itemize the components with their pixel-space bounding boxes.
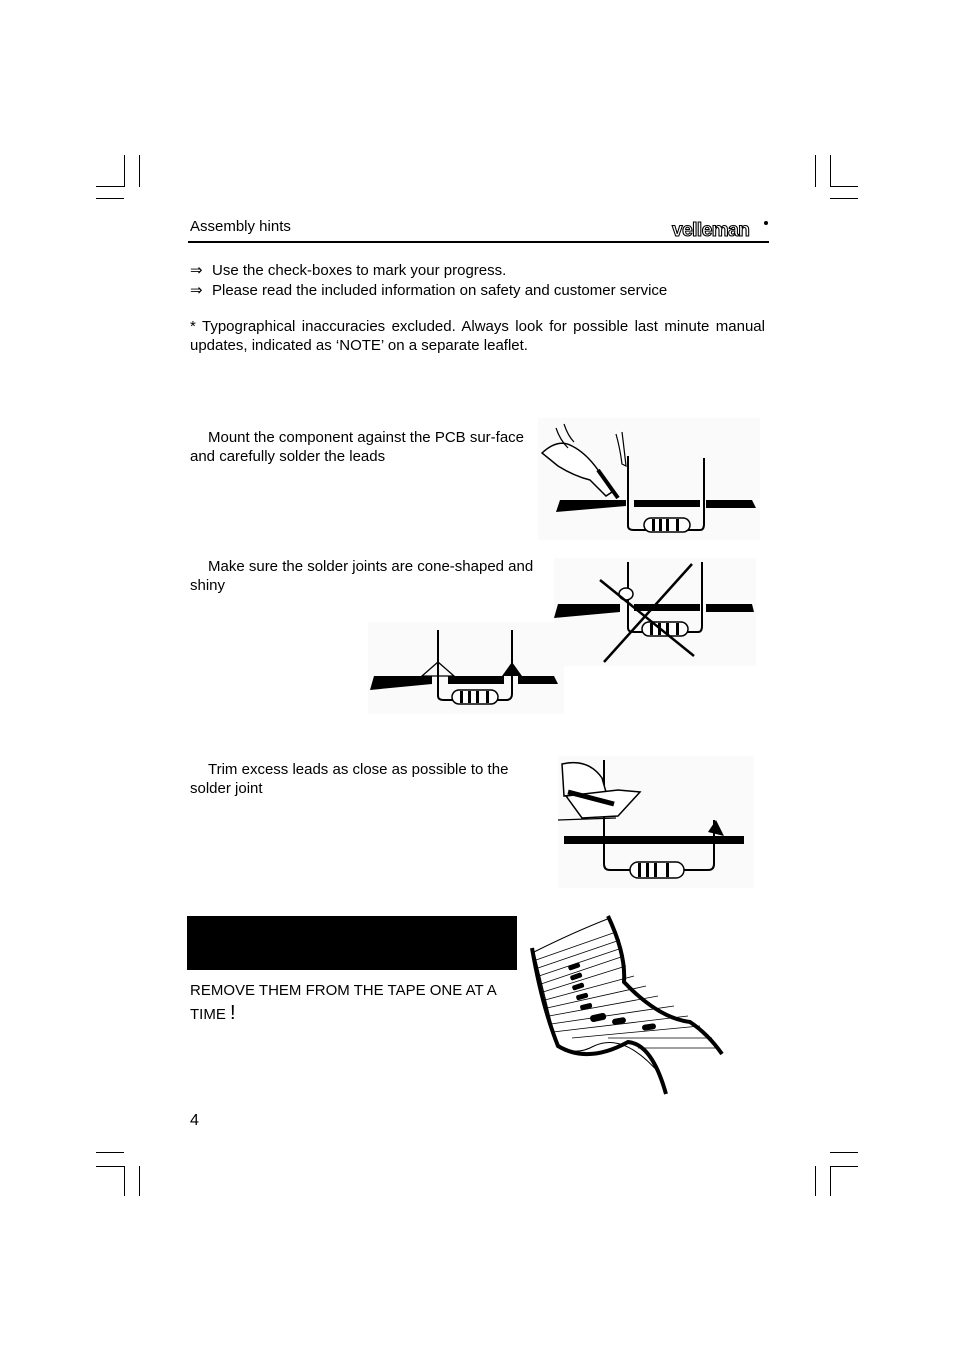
crop-mark-bl-h2 <box>96 1166 124 1167</box>
illustration-soldering <box>538 418 760 540</box>
exclamation-mark: ! <box>230 1002 236 1024</box>
crop-mark-bl-v <box>124 1166 125 1196</box>
illustration-resistor-tape <box>528 914 728 1096</box>
bullet-text: Use the check-boxes to mark your progress. <box>212 262 507 279</box>
header-rule <box>188 241 769 243</box>
disclaimer-note: * Typographical inaccuracies excluded. Always look for possible last minute manual updates, indicated as ‘NOTE’ on a separate leaflet. <box>190 318 765 354</box>
illustration-bad-joint <box>554 558 756 666</box>
bullet-item <box>190 261 506 279</box>
arrow-icon: ⇒ <box>190 282 203 299</box>
crop-mark-bl-v2 <box>139 1166 140 1196</box>
crop-mark-tl-v <box>124 155 125 187</box>
crop-mark-tr-h2 <box>830 198 858 199</box>
arrow-icon: ⇒ <box>190 262 203 279</box>
crop-mark-tl-h2 <box>96 198 124 199</box>
step-cone-text: Make sure the solder joints are cone-shaped and shiny <box>190 558 534 594</box>
step-trim-text: Trim excess leads as close as possible to the solder joint <box>190 761 509 797</box>
tape-instruction <box>190 980 530 1026</box>
bullet-item <box>190 281 667 299</box>
page-number: 4 <box>190 1112 199 1129</box>
illustration-trim-leads <box>558 756 754 888</box>
tape-instruction-text: REMOVE THEM FROM THE TAPE ONE AT A TIME <box>190 982 496 1023</box>
bullet-text: Please read the included information on safety and customer service <box>212 282 668 299</box>
black-heading-bar <box>187 916 517 970</box>
crop-mark-br-v <box>815 1166 816 1196</box>
crop-mark-tr-v2 <box>830 155 831 187</box>
crop-mark-tr-h <box>830 186 858 187</box>
page-title: Assembly hints <box>190 218 291 235</box>
crop-mark-tl-v2 <box>139 155 140 187</box>
svg-text:velleman: velleman <box>672 220 750 241</box>
crop-mark-bl-h <box>96 1152 124 1153</box>
step-mount-text: Mount the component against the PCB sur-face and carefully solder the leads <box>190 429 525 465</box>
crop-mark-tl-h <box>96 186 124 187</box>
crop-mark-br-h <box>830 1152 858 1153</box>
crop-mark-br-v2 <box>830 1166 831 1196</box>
illustration-good-joint <box>368 622 564 714</box>
velleman-logo <box>670 219 770 241</box>
crop-mark-br-h2 <box>830 1166 858 1167</box>
crop-mark-tr-v <box>815 155 816 187</box>
